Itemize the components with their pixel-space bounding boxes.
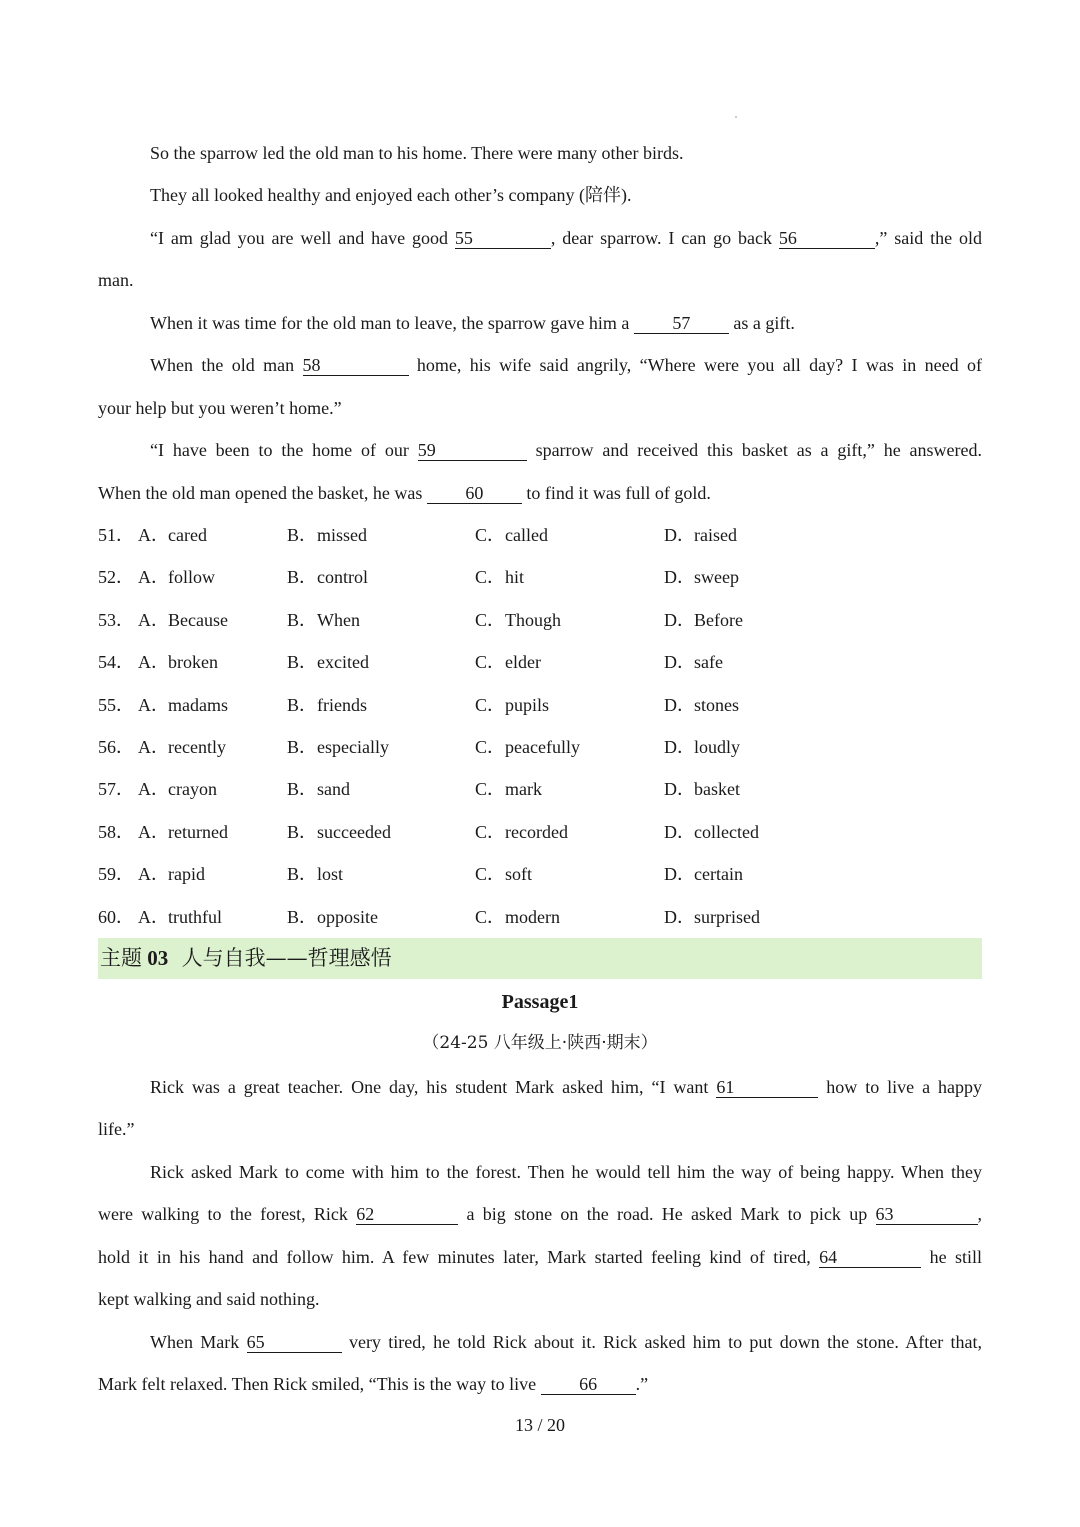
option-text: control: [317, 567, 368, 587]
option-a: [138, 608, 228, 632]
option-text: safe: [694, 652, 723, 672]
option-a: [138, 523, 207, 547]
text: kept walking and said nothing.: [98, 1289, 320, 1309]
blank-62: 62: [356, 1204, 458, 1225]
option-a: [138, 565, 215, 589]
text: When the old man: [150, 355, 295, 375]
blank-58: 58: [303, 355, 409, 376]
option-letter: A．: [138, 525, 169, 545]
option-letter: C．: [475, 822, 506, 842]
option-b: [287, 777, 350, 801]
paragraph-line: [98, 1245, 982, 1269]
option-letter: A．: [138, 695, 169, 715]
question-number: 58．: [98, 822, 134, 842]
paragraph-line: [150, 353, 982, 377]
option-d: [664, 735, 740, 759]
option-text: Because: [168, 610, 228, 630]
option-c: [475, 862, 532, 886]
option-c: [475, 693, 549, 717]
paragraph-line: [98, 1372, 982, 1396]
question-number: 54．: [98, 652, 134, 672]
paragraph-line: [150, 226, 982, 250]
option-d: [664, 565, 739, 589]
option-text: peacefully: [505, 737, 580, 757]
paragraph-line: [150, 1075, 982, 1099]
option-d: [664, 905, 760, 929]
text: Mark felt relaxed. Then Rick smiled, “This is the way to live: [98, 1374, 537, 1394]
text: Rick was a great teacher. One day, his student Mark asked him, “I want: [150, 1077, 709, 1097]
option-letter: B．: [287, 864, 318, 884]
option-c: [475, 650, 541, 674]
text: home, his wife said angrily, “Where were you all day? I was in need of: [416, 355, 982, 375]
option-d: [664, 693, 739, 717]
option-text: sand: [317, 779, 350, 799]
text: ,: [977, 1204, 982, 1224]
option-c: [475, 905, 560, 929]
option-text: When: [317, 610, 360, 630]
option-letter: C．: [475, 907, 506, 927]
option-text: recently: [168, 737, 226, 757]
option-text: basket: [694, 779, 740, 799]
option-letter: D．: [664, 567, 695, 587]
option-letter: D．: [664, 864, 695, 884]
option-letter: A．: [138, 907, 169, 927]
option-letter: B．: [287, 695, 318, 715]
option-letter: B．: [287, 652, 318, 672]
question-number: 59．: [98, 864, 134, 884]
option-letter: A．: [138, 567, 169, 587]
option-text: lost: [317, 864, 344, 884]
blank-65: 65: [247, 1332, 342, 1353]
paragraph-line: [98, 481, 982, 505]
blank-64: 64: [819, 1247, 921, 1268]
option-d: [664, 777, 740, 801]
option-text: rapid: [168, 864, 205, 884]
option-c: [475, 777, 542, 801]
blank-60: 60: [427, 483, 522, 504]
option-b: [287, 523, 367, 547]
option-letter: A．: [138, 822, 169, 842]
option-b: [287, 565, 368, 589]
option-text: soft: [505, 864, 532, 884]
paragraph-line: [150, 311, 982, 335]
text: sparrow and received this basket as a gift,” he answered.: [535, 440, 983, 460]
option-a: [138, 650, 218, 674]
option-letter: D．: [664, 695, 695, 715]
question-number: 57．: [98, 779, 134, 799]
option-a: [138, 777, 217, 801]
option-text: madams: [168, 695, 228, 715]
text: “I have been to the home of our: [150, 440, 409, 460]
text: man.: [98, 270, 134, 290]
option-letter: A．: [138, 652, 169, 672]
option-text: raised: [694, 525, 737, 545]
text: “I am glad you are well and have good: [150, 228, 448, 248]
option-letter: D．: [664, 652, 695, 672]
option-letter: A．: [138, 779, 169, 799]
option-a: [138, 735, 226, 759]
option-letter: D．: [664, 822, 695, 842]
text: your help but you weren’t home.”: [98, 398, 342, 418]
paragraph-line: [98, 1117, 982, 1141]
option-c: [475, 820, 568, 844]
option-b: [287, 735, 389, 759]
theme-heading: [98, 938, 982, 979]
text: When the old man opened the basket, he was: [98, 483, 423, 503]
option-letter: B．: [287, 737, 318, 757]
blank-55: 55: [455, 228, 551, 249]
option-letter: C．: [475, 610, 506, 630]
option-text: certain: [694, 864, 743, 884]
text: hold it in his hand and follow him. A few minutes later, Mark started feeling kind of tired,: [98, 1247, 811, 1267]
option-letter: A．: [138, 610, 169, 630]
option-letter: C．: [475, 737, 506, 757]
theme-number: 03: [147, 946, 169, 970]
option-letter: C．: [475, 695, 506, 715]
text: So the sparrow led the old man to his home. There were many other birds.: [150, 143, 684, 163]
blank-66: 66: [541, 1374, 636, 1395]
text: When it was time for the old man to leave, the sparrow gave him a: [150, 313, 630, 333]
text: ,” said the old: [874, 228, 982, 248]
option-text: hit: [505, 567, 525, 587]
option-text: mark: [505, 779, 542, 799]
option-text: Before: [694, 610, 743, 630]
text: Rick asked Mark to come with him to the forest. Then he would tell him the way of being happy. When they: [150, 1162, 982, 1182]
page-number: 13 / 20: [514, 1415, 565, 1435]
question-number: 60．: [98, 907, 134, 927]
option-b: [287, 905, 378, 929]
option-d: [664, 862, 743, 886]
option-text: crayon: [168, 779, 217, 799]
option-a: [138, 905, 222, 929]
option-letter: B．: [287, 567, 318, 587]
option-letter: B．: [287, 822, 318, 842]
paragraph-line: [150, 438, 982, 462]
option-text: Though: [505, 610, 561, 630]
option-letter: C．: [475, 864, 506, 884]
option-letter: B．: [287, 610, 318, 630]
text: were walking to the forest, Rick: [98, 1204, 348, 1224]
option-text: cared: [168, 525, 207, 545]
option-d: [664, 820, 759, 844]
option-letter: C．: [475, 652, 506, 672]
text: as a gift.: [733, 313, 795, 333]
blank-57: 57: [634, 313, 729, 334]
text: he still: [929, 1247, 983, 1267]
theme-prefix: 主题: [100, 946, 142, 970]
text: .”: [635, 1374, 649, 1394]
scan-speck: [735, 116, 737, 118]
paragraph-line: [150, 1330, 982, 1354]
option-c: [475, 565, 524, 589]
option-letter: C．: [475, 567, 506, 587]
text: how to live a happy: [826, 1077, 983, 1097]
question-number: 51．: [98, 525, 134, 545]
option-b: [287, 862, 343, 886]
option-text: surprised: [694, 907, 760, 927]
option-text: friends: [317, 695, 367, 715]
option-text: succeeded: [317, 822, 391, 842]
option-letter: A．: [138, 864, 169, 884]
option-text: excited: [317, 652, 369, 672]
paragraph-line: [98, 1287, 982, 1311]
option-c: [475, 608, 561, 632]
paragraph-line: [150, 1160, 982, 1184]
option-d: [664, 608, 743, 632]
option-letter: D．: [664, 907, 695, 927]
text: When Mark: [150, 1332, 240, 1352]
option-text: recorded: [505, 822, 568, 842]
option-letter: A．: [138, 737, 169, 757]
paragraph-line: [150, 183, 982, 207]
question-number: 52．: [98, 567, 134, 587]
option-letter: D．: [664, 610, 695, 630]
option-text: broken: [168, 652, 218, 672]
option-b: [287, 820, 391, 844]
text: They all looked healthy and enjoyed each other’s company (陪伴).: [150, 185, 632, 205]
paragraph-line: [98, 268, 982, 292]
option-letter: B．: [287, 779, 318, 799]
option-text: sweep: [694, 567, 739, 587]
option-b: [287, 608, 360, 632]
text: a big stone on the road. He asked Mark to pick up: [466, 1204, 868, 1224]
option-text: follow: [168, 567, 215, 587]
blank-59: 59: [418, 440, 527, 461]
option-text: loudly: [694, 737, 741, 757]
option-letter: D．: [664, 525, 695, 545]
option-text: missed: [317, 525, 368, 545]
paragraph-line: [98, 1202, 982, 1226]
blank-56: 56: [779, 228, 875, 249]
option-b: [287, 693, 367, 717]
paragraph-line: [98, 396, 982, 420]
passage-source: （24-25 八年级上·陕西·期末）: [422, 1033, 658, 1053]
text: very tired, he told Rick about it. Rick asked him to put down the stone. After that,: [348, 1332, 983, 1352]
option-a: [138, 820, 228, 844]
option-d: [664, 650, 723, 674]
option-a: [138, 693, 228, 717]
option-text: collected: [694, 822, 759, 842]
option-text: stones: [694, 695, 739, 715]
option-text: elder: [505, 652, 541, 672]
option-c: [475, 523, 548, 547]
theme-title: 人与自我——哲理感悟: [181, 946, 392, 970]
text: to find it was full of gold.: [526, 483, 711, 503]
option-text: especially: [317, 737, 389, 757]
option-b: [287, 650, 369, 674]
option-text: pupils: [505, 695, 550, 715]
option-text: modern: [505, 907, 560, 927]
paragraph-line: [150, 141, 982, 165]
option-letter: C．: [475, 525, 506, 545]
option-letter: D．: [664, 779, 695, 799]
option-text: called: [505, 525, 548, 545]
option-letter: C．: [475, 779, 506, 799]
text: life.”: [98, 1119, 135, 1139]
option-d: [664, 523, 737, 547]
option-letter: B．: [287, 907, 318, 927]
option-letter: D．: [664, 737, 695, 757]
question-number: 55．: [98, 695, 134, 715]
option-text: truthful: [168, 907, 222, 927]
question-number: 53．: [98, 610, 134, 630]
option-text: returned: [168, 822, 228, 842]
text: , dear sparrow. I can go back: [550, 228, 772, 248]
option-c: [475, 735, 580, 759]
option-a: [138, 862, 205, 886]
question-number: 56．: [98, 737, 134, 757]
passage-title: Passage1: [501, 991, 579, 1013]
blank-61: 61: [716, 1077, 818, 1098]
option-letter: B．: [287, 525, 318, 545]
option-text: opposite: [317, 907, 378, 927]
blank-63: 63: [876, 1204, 978, 1225]
